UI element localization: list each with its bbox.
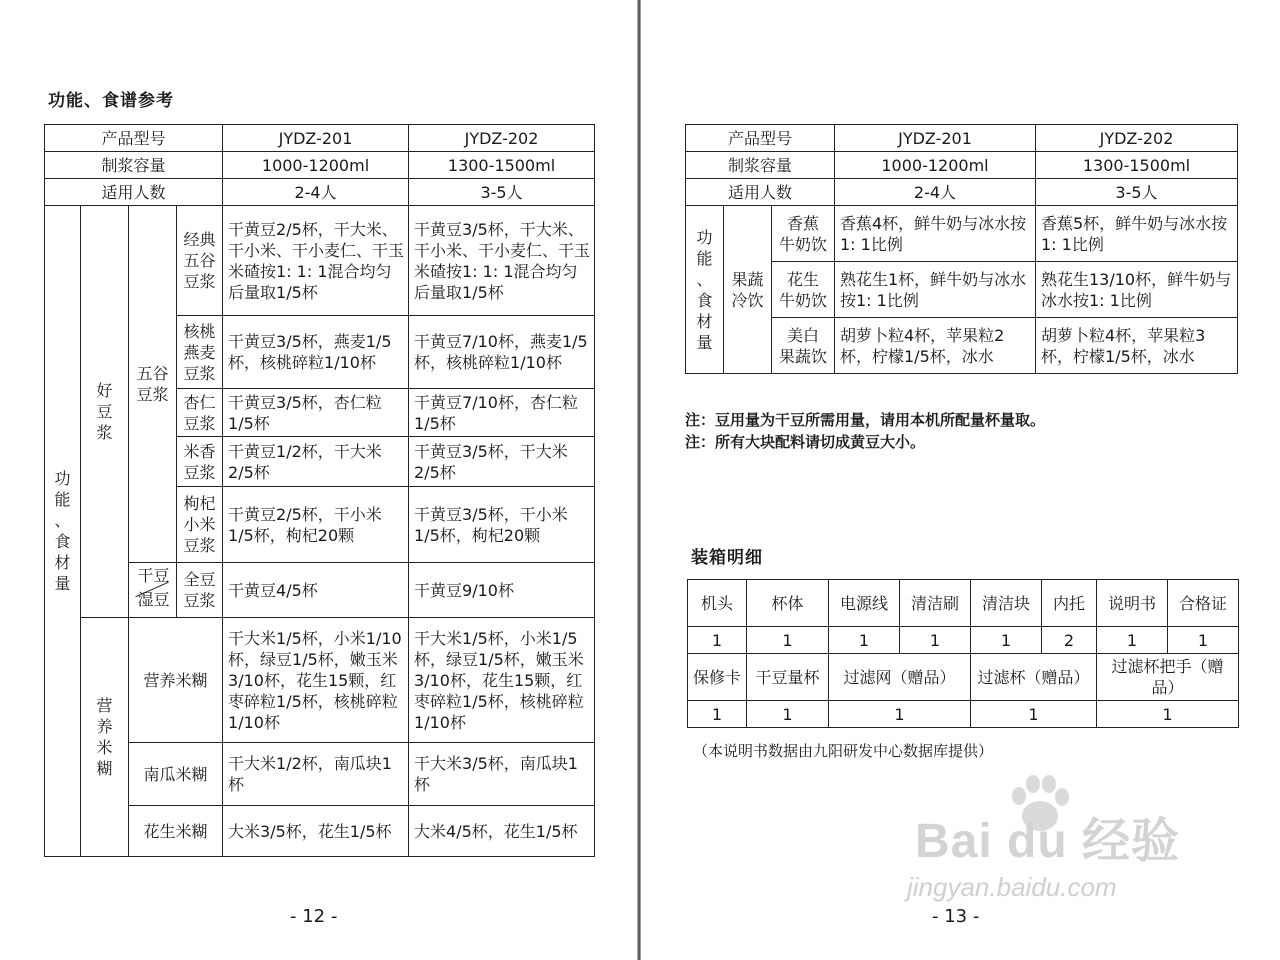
capacity-cell: 1300-1500ml <box>1036 152 1238 179</box>
page-number: - 12 - <box>290 906 338 927</box>
table-row <box>45 206 595 316</box>
packing-item: 机头 <box>688 580 747 627</box>
recipe-name: 南瓜米糊 <box>129 743 223 806</box>
watermark-logo: Bai du 经验 <box>915 815 1181 868</box>
table-row <box>686 125 1238 152</box>
drink-name: 花生 牛奶饮 <box>772 262 835 318</box>
packing-qty: 1 <box>971 627 1042 654</box>
model-cell: JYDZ-201 <box>223 125 409 152</box>
header-label: 制浆容量 <box>45 152 223 179</box>
recipe-name: 枸杞 小米 豆浆 <box>177 487 223 563</box>
watermark-url: jingyan.baidu.com <box>907 872 1117 902</box>
recipe-202: 大米4/5杯，花生1/5杯 <box>409 806 595 857</box>
drink-table <box>685 124 1238 374</box>
packing-qty: 1 <box>688 701 747 728</box>
people-cell: 2-4人 <box>223 179 409 206</box>
packing-item: 杯体 <box>747 580 829 627</box>
packing-qty: 1 <box>829 627 900 654</box>
group-label-soy: 好 豆 浆 <box>81 206 129 618</box>
note-line: 注：豆用量为干豆所需用量，请用本机所配量杯量取。 <box>685 411 1046 429</box>
recipe-201: 干黄豆4/5杯 <box>223 563 409 618</box>
table-row <box>688 701 1239 728</box>
recipe-name: 杏仁 豆浆 <box>177 389 223 437</box>
header-label: 产品型号 <box>686 125 835 152</box>
capacity-cell: 1000-1200ml <box>835 152 1036 179</box>
header-label: 适用人数 <box>686 179 835 206</box>
recipe-202: 干大米3/5杯，南瓜块1杯 <box>409 743 595 806</box>
recipe-name: 花生米糊 <box>129 806 223 857</box>
header-label: 制浆容量 <box>686 152 835 179</box>
packing-qty: 1 <box>971 701 1097 728</box>
dry-wet-label: 干豆 湿豆 <box>129 563 177 618</box>
people-cell: 2-4人 <box>835 179 1036 206</box>
recipe-201: 干黄豆2/5杯，干小米1/5杯，枸杞20颗 <box>223 487 409 563</box>
recipe-table <box>44 124 595 857</box>
packing-item: 清洁刷 <box>900 580 971 627</box>
packing-table <box>687 579 1239 728</box>
packing-item: 说明书 <box>1097 580 1168 627</box>
packing-qty: 1 <box>747 701 829 728</box>
header-label: 产品型号 <box>45 125 223 152</box>
table-row <box>45 618 595 743</box>
recipe-201: 大米3/5杯，花生1/5杯 <box>223 806 409 857</box>
table-row <box>688 627 1239 654</box>
recipe-201: 干黄豆3/5杯，燕麦1/5杯，核桃碎粒1/10杯 <box>223 316 409 389</box>
recipe-202: 胡萝卜粒4杯，苹果粒3杯，柠檬1/5杯，冰水 <box>1036 318 1238 374</box>
capacity-cell: 1300-1500ml <box>409 152 595 179</box>
recipe-201: 熟花生1杯，鲜牛奶与冰水按1: 1比例 <box>835 262 1036 318</box>
table-row <box>688 654 1239 701</box>
recipe-201: 干黄豆3/5杯，杏仁粒1/5杯 <box>223 389 409 437</box>
table-row <box>686 152 1238 179</box>
recipe-201: 干黄豆2/5杯，干大米、干小米、干小麦仁、干玉米碴按1: 1: 1混合均匀后量取1/5杯 <box>223 206 409 316</box>
packing-item: 电源线 <box>829 580 900 627</box>
usage-note <box>685 409 1045 453</box>
packing-qty: 1 <box>688 627 747 654</box>
recipe-name: 核桃 燕麦 豆浆 <box>177 316 223 389</box>
left-page <box>0 0 638 960</box>
packing-qty: 1 <box>900 627 971 654</box>
recipe-202: 干黄豆3/5杯，干大米2/5杯 <box>409 437 595 487</box>
group-label-grain: 五谷 豆浆 <box>129 206 177 563</box>
recipe-202: 干大米1/5杯，小米1/5杯，绿豆1/5杯，嫩玉米3/10杯，花生15颗，红枣碎粒1/5杯，核桃碎粒1/10杯 <box>409 618 595 743</box>
recipe-202: 干黄豆9/10杯 <box>409 563 595 618</box>
packing-qty: 1 <box>829 701 971 728</box>
recipe-201: 干黄豆1/2杯，干大米2/5杯 <box>223 437 409 487</box>
table-row <box>686 206 1238 262</box>
recipe-name: 全豆 豆浆 <box>177 563 223 618</box>
recipe-201: 干大米1/2杯，南瓜块1杯 <box>223 743 409 806</box>
packing-item: 过滤网（赠品） <box>829 654 971 701</box>
recipe-202: 香蕉5杯，鲜牛奶与冰水按1: 1比例 <box>1036 206 1238 262</box>
recipe-202: 干黄豆3/5杯，干小米1/5杯，枸杞20颗 <box>409 487 595 563</box>
data-credit: （本说明书数据由九阳研发中心数据库提供） <box>693 742 994 760</box>
packing-item: 干豆量杯 <box>747 654 829 701</box>
recipe-name: 经典 五谷 豆浆 <box>177 206 223 316</box>
watermark <box>905 772 1205 912</box>
header-label: 适用人数 <box>45 179 223 206</box>
packing-qty: 2 <box>1042 627 1097 654</box>
drink-name: 香蕉 牛奶饮 <box>772 206 835 262</box>
category-label: 功 能 、 食 材 量 <box>686 206 724 374</box>
recipe-202: 干黄豆3/5杯，干大米、干小米、干小麦仁、干玉米碴按1: 1: 1混合均匀后量取1/5杯 <box>409 206 595 316</box>
recipe-name: 米香 豆浆 <box>177 437 223 487</box>
capacity-cell: 1000-1200ml <box>223 152 409 179</box>
model-cell: JYDZ-201 <box>835 125 1036 152</box>
recipe-201: 胡萝卜粒4杯，苹果粒2杯，柠檬1/5杯，冰水 <box>835 318 1036 374</box>
category-label: 功 能 、 食 材 量 <box>45 206 81 857</box>
drink-name: 美白 果蔬饮 <box>772 318 835 374</box>
recipe-201: 干大米1/5杯，小米1/10杯，绿豆1/5杯，嫩玉米3/10杯，花生15颗，红枣碎粒1/5杯，核桃碎粒1/10杯 <box>223 618 409 743</box>
group-label-rice: 营 养 米 糊 <box>81 618 129 857</box>
packing-item: 内托 <box>1042 580 1097 627</box>
recipe-202: 干黄豆7/10杯，燕麦1/5杯，核桃碎粒1/10杯 <box>409 316 595 389</box>
people-cell: 3-5人 <box>409 179 595 206</box>
packing-qty: 1 <box>747 627 829 654</box>
packing-item: 过滤杯（赠品） <box>971 654 1097 701</box>
table-row <box>45 152 595 179</box>
packing-qty: 1 <box>1097 701 1239 728</box>
packing-item: 保修卡 <box>688 654 747 701</box>
packing-item: 清洁块 <box>971 580 1042 627</box>
packing-title: 装箱明细 <box>691 548 763 568</box>
note-line: 注：所有大块配料请切成黄豆大小。 <box>685 433 926 451</box>
table-row <box>45 179 595 206</box>
packing-qty: 1 <box>1168 627 1239 654</box>
recipe-202: 熟花生13/10杯，鲜牛奶与冰水按1: 1比例 <box>1036 262 1238 318</box>
table-row <box>688 580 1239 627</box>
recipe-202: 干黄豆7/10杯，杏仁粒1/5杯 <box>409 389 595 437</box>
page-title: 功能、食谱参考 <box>48 91 174 111</box>
packing-item: 过滤杯把手（赠品） <box>1097 654 1239 701</box>
recipe-201: 香蕉4杯，鲜牛奶与冰水按1: 1比例 <box>835 206 1036 262</box>
recipe-name: 营养米糊 <box>129 618 223 743</box>
packing-qty: 1 <box>1097 627 1168 654</box>
table-row <box>45 125 595 152</box>
model-cell: JYDZ-202 <box>1036 125 1238 152</box>
table-row <box>686 179 1238 206</box>
model-cell: JYDZ-202 <box>409 125 595 152</box>
group-label-fruit: 果蔬 冷饮 <box>724 206 772 374</box>
people-cell: 3-5人 <box>1036 179 1238 206</box>
packing-item: 合格证 <box>1168 580 1239 627</box>
page-number: - 13 - <box>932 906 980 927</box>
